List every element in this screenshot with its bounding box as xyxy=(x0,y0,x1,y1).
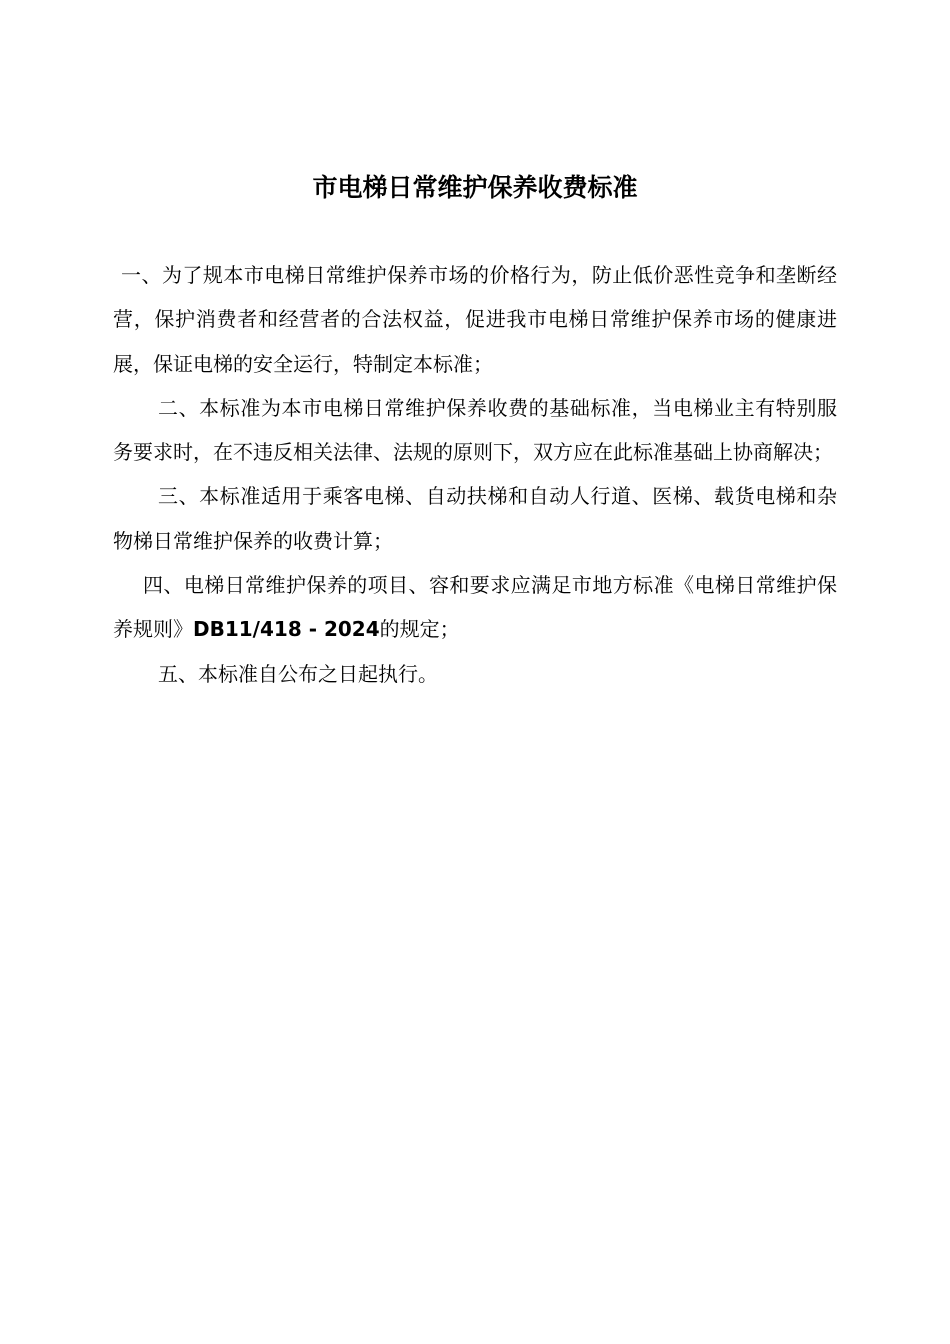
paragraph-4-text: 四、电梯日常维护保养的项目、容和要求应满足市地方标准《电梯日常维护保养规则》 xyxy=(113,573,837,642)
paragraph-5: 五、本标准自公布之日起执行。 xyxy=(158,661,438,686)
paragraph-4-tail: 的规定； xyxy=(379,617,460,642)
paragraph-4 xyxy=(113,563,837,652)
standard-code: DB11/418 - 2024 xyxy=(193,617,380,642)
paragraph-1: 一、为了规本市电梯日常维护保养市场的价格行为，防止低价恶性竞争和垄断经营，保护消费者和经营者的合法权益，促进我市电梯日常维护保养市场的健康进展，保证电梯的安全运行，特制定本标准； xyxy=(113,263,837,376)
paragraph-3: 三、本标准适用于乘客电梯、自动扶梯和自动人行道、医梯、载货电梯和杂物梯日常维护保养的收费计算； xyxy=(113,484,837,553)
paragraph-2: 二、本标准为本市电梯日常维护保养收费的基础标准，当电梯业主有特别服务要求时，在不违反相关法律、法规的原则下，双方应在此标准基础上协商解决； xyxy=(113,395,837,465)
document-body xyxy=(113,253,837,696)
page-title: 市电梯日常维护保养收费标准 xyxy=(312,173,638,202)
